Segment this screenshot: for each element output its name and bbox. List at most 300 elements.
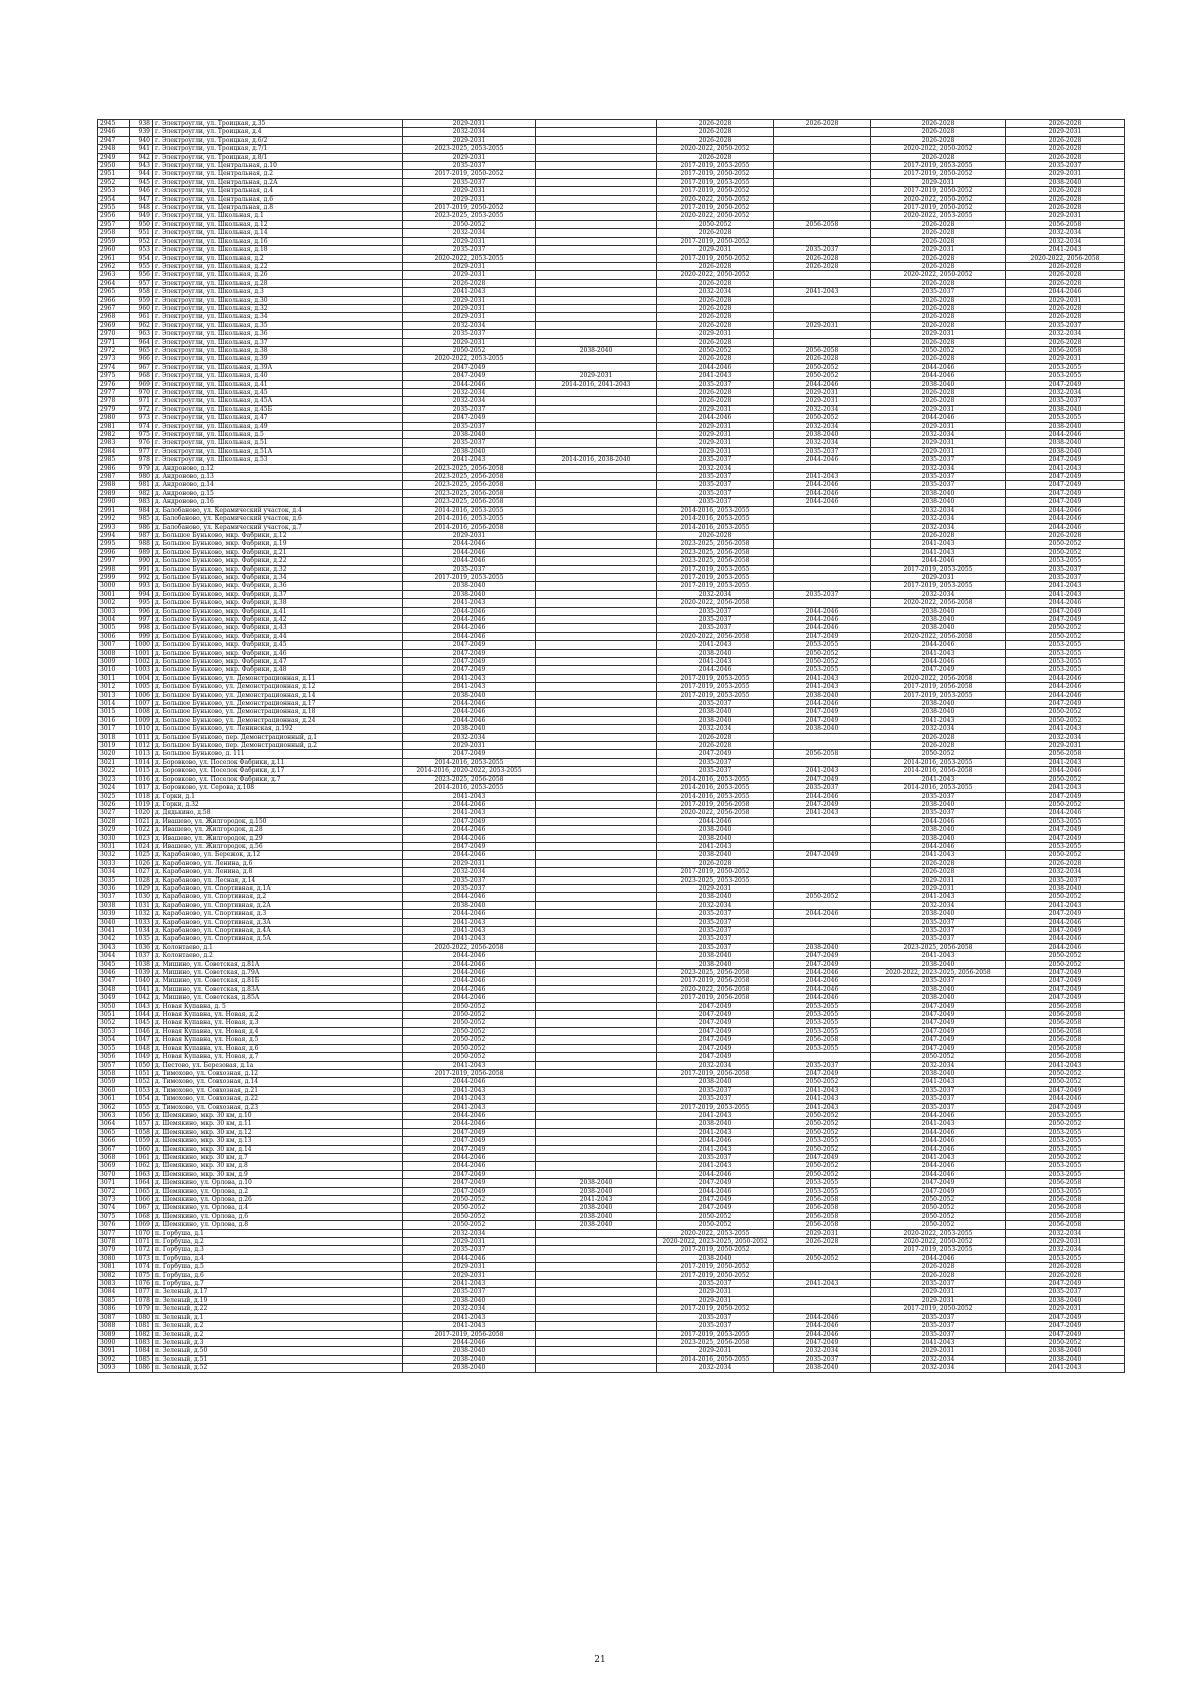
table-cell: 973: [130, 414, 153, 422]
table-cell: 2050-2052: [871, 1212, 1006, 1220]
table-cell: [774, 145, 871, 153]
table-cell: д. Ивашево, ул. Жилгородок, д.29: [153, 834, 403, 842]
table-cell: 2038-2040: [871, 615, 1006, 623]
table-cell: д. Большое Буньково, ул. Ленинская, д.192: [153, 725, 403, 733]
table-cell: 2017-2019, 2053-2055: [657, 178, 774, 186]
table-cell: 2053-2055: [1006, 1128, 1125, 1136]
table-cell: 2041-2043: [657, 842, 774, 850]
table-cell: 2053-2055: [1006, 372, 1125, 380]
table-cell: д. Большое Буньково, мкр. Фабрики, д.38: [153, 599, 403, 607]
table-cell: г. Электроугли, ул. Троицкая, д.7/1: [153, 145, 403, 153]
table-cell: 2035-2037: [657, 927, 774, 935]
table-cell: 2044-2046: [403, 548, 536, 556]
table-cell: [536, 1355, 657, 1363]
table-cell: [536, 952, 657, 960]
table-cell: 2035-2037: [657, 1280, 774, 1288]
table-cell: 1012: [130, 742, 153, 750]
table-cell: 2026-2028: [1006, 195, 1125, 203]
table-cell: 2017-2019, 2053-2055: [657, 573, 774, 581]
table-cell: 2035-2037: [1006, 1288, 1125, 1296]
table-cell: 2945: [98, 120, 130, 128]
table-cell: 997: [130, 615, 153, 623]
table-cell: д. Большое Буньково, мкр. Фабрики, д.41: [153, 607, 403, 615]
table-cell: [536, 859, 657, 867]
table-cell: 2056-2058: [1006, 1027, 1125, 1035]
table-cell: 2026-2028: [1006, 187, 1125, 195]
table-cell: 2044-2046: [774, 615, 871, 623]
table-cell: 2026-2028: [657, 355, 774, 363]
table-cell: 2044-2046: [403, 826, 536, 834]
table-cell: 2029-2031: [403, 271, 536, 279]
table-cell: [536, 195, 657, 203]
table-cell: 2038-2040: [871, 624, 1006, 632]
table-cell: 2038-2040: [871, 498, 1006, 506]
table-cell: 2038-2040: [403, 447, 536, 455]
table-cell: 2050-2052: [871, 1204, 1006, 1212]
table-cell: 2023-2025, 2053-2055: [403, 145, 536, 153]
table-cell: 2035-2037: [657, 1086, 774, 1094]
table-cell: 2029-2031: [871, 439, 1006, 447]
table-cell: 2041-2043: [403, 792, 536, 800]
table-cell: 1037: [130, 952, 153, 960]
table-cell: [536, 170, 657, 178]
table-cell: [536, 1263, 657, 1271]
table-cell: д. Большое Буньково, мкр. Фабрики, д.45: [153, 641, 403, 649]
table-cell: 3007: [98, 641, 130, 649]
table-cell: 3025: [98, 792, 130, 800]
table-cell: 2035-2037: [871, 927, 1006, 935]
table-cell: 2035-2037: [657, 1322, 774, 1330]
table-cell: 2044-2046: [403, 800, 536, 808]
table-cell: [774, 195, 871, 203]
table-cell: 2035-2037: [657, 473, 774, 481]
table-cell: 2029-2031: [657, 439, 774, 447]
table-cell: 2014-2016, 2053-2055: [657, 523, 774, 531]
table-row: [98, 666, 1125, 674]
table-cell: 2041-2043: [403, 1103, 536, 1111]
table-cell: 2041-2043: [774, 683, 871, 691]
table-cell: 2044-2046: [403, 1338, 536, 1346]
table-cell: 1068: [130, 1212, 153, 1220]
table-row: [98, 330, 1125, 338]
table-cell: [536, 1347, 657, 1355]
table-cell: [774, 204, 871, 212]
table-cell: 2050-2052: [657, 220, 774, 228]
table-cell: 2035-2037: [871, 481, 1006, 489]
table-cell: 2029-2031: [871, 422, 1006, 430]
table-cell: [536, 1095, 657, 1103]
table-row: [98, 893, 1125, 901]
table-cell: 2035-2037: [871, 1322, 1006, 1330]
table-row: [98, 1296, 1125, 1304]
table-cell: 2044-2046: [403, 1162, 536, 1170]
table-cell: [536, 237, 657, 245]
table-cell: 1042: [130, 994, 153, 1002]
table-cell: [536, 229, 657, 237]
table-cell: 2041-2043: [403, 674, 536, 682]
table-cell: г. Электроугли, ул. Центральная, д.4: [153, 187, 403, 195]
table-cell: 2026-2028: [1006, 204, 1125, 212]
table-cell: 2053-2055: [774, 1019, 871, 1027]
table-cell: 2044-2046: [657, 817, 774, 825]
table-cell: 998: [130, 624, 153, 632]
table-cell: [536, 784, 657, 792]
table-cell: 971: [130, 397, 153, 405]
table-cell: 2047-2049: [403, 1170, 536, 1178]
table-cell: 2038-2040: [1006, 405, 1125, 413]
table-cell: [536, 1053, 657, 1061]
table-cell: 2035-2037: [657, 1095, 774, 1103]
table-row: [98, 548, 1125, 556]
table-cell: 2978: [98, 397, 130, 405]
table-cell: 2964: [98, 279, 130, 287]
table-cell: 2044-2046: [1006, 918, 1125, 926]
table-cell: 2050-2052: [774, 1145, 871, 1153]
table-cell: [774, 868, 871, 876]
table-cell: 2035-2037: [403, 876, 536, 884]
table-row: [98, 1229, 1125, 1237]
table-cell: 2044-2046: [871, 1145, 1006, 1153]
table-cell: г. Электроугли, ул. Школьная, д.39: [153, 355, 403, 363]
table-cell: 2017-2019, 2053-2055: [871, 1246, 1006, 1254]
table-row: [98, 994, 1125, 1002]
table-cell: д. Большое Буньково, ул. Демонстрационная, д.12: [153, 683, 403, 691]
table-cell: 1073: [130, 1254, 153, 1262]
table-cell: 3043: [98, 943, 130, 951]
table-cell: 2038-2040: [403, 1364, 536, 1372]
table-cell: 2970: [98, 330, 130, 338]
table-cell: 2044-2046: [1006, 943, 1125, 951]
table-cell: 2041-2043: [1006, 725, 1125, 733]
table-cell: 2035-2037: [657, 489, 774, 497]
table-cell: 2041-2043: [774, 288, 871, 296]
table-cell: 2044-2046: [403, 615, 536, 623]
table-cell: д. Ивашево, ул. Жилгородок, д.150: [153, 817, 403, 825]
table-cell: 2041-2043: [871, 1338, 1006, 1346]
table-cell: 2044-2046: [1006, 506, 1125, 514]
table-cell: [536, 1271, 657, 1279]
table-cell: 3083: [98, 1280, 130, 1288]
table-cell: 985: [130, 515, 153, 523]
table-cell: 2017-2019, 2056-2058: [871, 683, 1006, 691]
table-row: [98, 977, 1125, 985]
table-cell: 1009: [130, 716, 153, 724]
table-cell: 3002: [98, 599, 130, 607]
table-cell: 2038-2040: [536, 1187, 657, 1195]
table-cell: 2032-2034: [871, 901, 1006, 909]
table-cell: 3006: [98, 632, 130, 640]
table-cell: 2044-2046: [871, 1137, 1006, 1145]
table-cell: 2029-2031: [774, 389, 871, 397]
table-cell: 2026-2028: [657, 338, 774, 346]
table-cell: 2029-2031: [871, 876, 1006, 884]
table-cell: 2026-2028: [774, 262, 871, 270]
table-row: [98, 607, 1125, 615]
table-cell: 2029-2031: [403, 153, 536, 161]
table-cell: 2026-2028: [1006, 279, 1125, 287]
table-cell: 2020-2022, 2050-2052: [657, 195, 774, 203]
table-cell: 2047-2049: [774, 716, 871, 724]
table-cell: 2023-2025, 2056-2058: [657, 969, 774, 977]
table-cell: [536, 800, 657, 808]
table-cell: 2977: [98, 389, 130, 397]
table-cell: 2035-2037: [657, 910, 774, 918]
table-cell: [536, 1153, 657, 1161]
table-cell: 2955: [98, 204, 130, 212]
table-cell: 2056-2058: [1006, 1036, 1125, 1044]
table-row: [98, 985, 1125, 993]
table-cell: 2050-2052: [871, 1196, 1006, 1204]
table-cell: 944: [130, 170, 153, 178]
table-cell: 2050-2052: [774, 1128, 871, 1136]
table-row: [98, 464, 1125, 472]
table-cell: 2035-2037: [871, 935, 1006, 943]
table-cell: 1076: [130, 1280, 153, 1288]
table-cell: д. Карабаново, ул. Спортивная, д.1А: [153, 884, 403, 892]
table-cell: 2029-2031: [403, 262, 536, 270]
table-cell: 3015: [98, 708, 130, 716]
table-cell: 2952: [98, 178, 130, 186]
table-cell: [536, 658, 657, 666]
table-cell: 2047-2049: [1006, 1103, 1125, 1111]
table-cell: [536, 153, 657, 161]
table-cell: [536, 1086, 657, 1094]
table-cell: 3082: [98, 1271, 130, 1279]
table-cell: [536, 767, 657, 775]
table-cell: д. Новая Купавна, ул. Новая, д.5: [153, 1036, 403, 1044]
table-cell: 2026-2028: [871, 389, 1006, 397]
table-cell: 2044-2046: [403, 1120, 536, 1128]
table-cell: 2038-2040: [403, 901, 536, 909]
table-cell: д. Шемякино, ул. Орлова, д.8: [153, 1221, 403, 1229]
table-cell: 1079: [130, 1305, 153, 1313]
table-row: [98, 716, 1125, 724]
table-cell: 2029-2031: [403, 1238, 536, 1246]
table-cell: 992: [130, 573, 153, 581]
table-cell: 2026-2028: [657, 313, 774, 321]
table-cell: 2017-2019, 2050-2052: [403, 204, 536, 212]
table-cell: 3001: [98, 590, 130, 598]
table-cell: 1020: [130, 809, 153, 817]
table-row: [98, 271, 1125, 279]
table-cell: 2047-2049: [403, 363, 536, 371]
table-cell: 2038-2040: [871, 489, 1006, 497]
table-row: [98, 1288, 1125, 1296]
table-cell: 964: [130, 338, 153, 346]
table-cell: 3027: [98, 809, 130, 817]
table-cell: 3060: [98, 1086, 130, 1094]
table-cell: г. Электроугли, ул. Школьная, д.40: [153, 372, 403, 380]
table-cell: 2044-2046: [871, 1254, 1006, 1262]
table-cell: 2038-2040: [774, 725, 871, 733]
table-cell: [536, 868, 657, 876]
table-cell: 3038: [98, 901, 130, 909]
table-row: [98, 649, 1125, 657]
table-cell: 2026-2028: [871, 304, 1006, 312]
table-cell: 2041-2043: [774, 473, 871, 481]
table-cell: 2038-2040: [536, 346, 657, 354]
table-cell: 2023-2025, 2056-2058: [403, 481, 536, 489]
table-cell: 2053-2055: [774, 1044, 871, 1052]
table-cell: 2056-2058: [1006, 750, 1125, 758]
table-cell: 2014-2016, 2053-2055: [657, 792, 774, 800]
table-cell: [774, 565, 871, 573]
table-cell: 2041-2043: [403, 456, 536, 464]
table-cell: 2026-2028: [871, 859, 1006, 867]
table-cell: 960: [130, 304, 153, 312]
table-cell: д. Большое Буньково, мкр. Фабрики, д.44: [153, 632, 403, 640]
table-cell: 2991: [98, 506, 130, 514]
table-cell: [536, 615, 657, 623]
table-row: [98, 195, 1125, 203]
table-cell: 2014-2016, 2053-2055: [657, 506, 774, 514]
table-row: [98, 817, 1125, 825]
table-cell: 3044: [98, 952, 130, 960]
table-cell: г. Электроугли, ул. Школьная, д.34: [153, 313, 403, 321]
table-cell: 1071: [130, 1238, 153, 1246]
table-cell: 2056-2058: [1006, 346, 1125, 354]
table-row: [98, 1196, 1125, 1204]
table-cell: 2026-2028: [871, 237, 1006, 245]
table-cell: [536, 742, 657, 750]
table-row: [98, 296, 1125, 304]
table-cell: 2041-2043: [1006, 901, 1125, 909]
table-cell: 2050-2052: [1006, 851, 1125, 859]
table-cell: [536, 1288, 657, 1296]
table-cell: 2014-2016, 2053-2055: [403, 758, 536, 766]
table-cell: 3010: [98, 666, 130, 674]
table-cell: 3021: [98, 758, 130, 766]
table-cell: 2023-2025, 2056-2058: [403, 473, 536, 481]
table-row: [98, 565, 1125, 573]
table-cell: 2053-2055: [774, 666, 871, 674]
table-cell: д. Шемякино, ул. Орлова, д.26: [153, 1196, 403, 1204]
table-cell: 3019: [98, 742, 130, 750]
table-cell: 2035-2037: [871, 473, 1006, 481]
table-cell: 946: [130, 187, 153, 195]
table-row: [98, 1355, 1125, 1363]
table-cell: 2023-2025, 2053-2055: [403, 212, 536, 220]
table-row: [98, 229, 1125, 237]
table-cell: 3070: [98, 1170, 130, 1178]
table-cell: 2032-2034: [403, 128, 536, 136]
table-cell: 2029-2031: [871, 1288, 1006, 1296]
table-row: [98, 927, 1125, 935]
table-cell: 2035-2037: [657, 624, 774, 632]
table-cell: 2050-2052: [403, 1011, 536, 1019]
table-cell: 980: [130, 473, 153, 481]
table-cell: 2035-2037: [657, 767, 774, 775]
table-cell: 1026: [130, 859, 153, 867]
table-cell: 2053-2055: [1006, 1162, 1125, 1170]
table-cell: 2053-2055: [1006, 658, 1125, 666]
table-cell: п. Зеленый, д.2: [153, 1330, 403, 1338]
table-cell: [774, 817, 871, 825]
table-cell: д. Шемякино, ул. Орлова, д.4: [153, 1204, 403, 1212]
table-cell: 2026-2028: [657, 742, 774, 750]
table-cell: 3013: [98, 691, 130, 699]
table-cell: 1056: [130, 1111, 153, 1119]
table-row: [98, 397, 1125, 405]
table-cell: 2038-2040: [774, 1364, 871, 1372]
table-cell: 2026-2028: [1006, 531, 1125, 539]
table-cell: 2044-2046: [403, 960, 536, 968]
table-cell: [536, 145, 657, 153]
table-cell: 2044-2046: [657, 666, 774, 674]
table-cell: [536, 758, 657, 766]
table-cell: 2026-2028: [657, 304, 774, 312]
table-cell: д. Большое Буньково, ул. Демонстрационная, д.11: [153, 674, 403, 682]
table-row: [98, 700, 1125, 708]
table-row: [98, 1095, 1125, 1103]
table-cell: 2959: [98, 237, 130, 245]
table-row: [98, 851, 1125, 859]
table-cell: 2050-2052: [774, 372, 871, 380]
table-cell: [536, 708, 657, 716]
table-cell: 2026-2028: [1006, 120, 1125, 128]
table-cell: 2017-2019, 2056-2058: [403, 1330, 536, 1338]
table-cell: п. Зеленый, д.3: [153, 1338, 403, 1346]
table-cell: г. Электроугли, ул. Школьная, д.45Б: [153, 405, 403, 413]
table-cell: 986: [130, 523, 153, 531]
table-cell: 1015: [130, 767, 153, 775]
table-cell: 2020-2022, 2053-2055: [871, 212, 1006, 220]
table-cell: г. Электроугли, ул. Троицкая, д.6/2: [153, 136, 403, 144]
table-cell: 2044-2046: [774, 1313, 871, 1321]
table-cell: 2035-2037: [657, 481, 774, 489]
table-cell: 3076: [98, 1221, 130, 1229]
table-cell: 2020-2022, 2053-2055: [403, 254, 536, 262]
table-cell: [536, 884, 657, 892]
table-cell: 3030: [98, 834, 130, 842]
table-cell: 2047-2049: [1006, 481, 1125, 489]
table-cell: 2047-2049: [1006, 985, 1125, 993]
table-cell: 2050-2052: [403, 1221, 536, 1229]
table-row: [98, 1044, 1125, 1052]
table-cell: 2020-2022, 2050-2052: [871, 195, 1006, 203]
table-row: [98, 935, 1125, 943]
table-cell: 2035-2037: [774, 784, 871, 792]
table-cell: 2035-2037: [1006, 876, 1125, 884]
table-cell: 3067: [98, 1145, 130, 1153]
table-cell: 942: [130, 153, 153, 161]
table-cell: 2026-2028: [657, 279, 774, 287]
table-cell: 2044-2046: [403, 994, 536, 1002]
table-cell: 2044-2046: [1006, 674, 1125, 682]
table-cell: 2987: [98, 473, 130, 481]
table-cell: 3004: [98, 615, 130, 623]
table-cell: 1003: [130, 666, 153, 674]
table-cell: 2029-2031: [1006, 212, 1125, 220]
table-cell: 2020-2022, 2056-2058: [657, 809, 774, 817]
table-cell: 2017-2019, 2050-2052: [871, 170, 1006, 178]
table-cell: 2047-2049: [403, 414, 536, 422]
table-cell: [774, 918, 871, 926]
table-cell: 2946: [98, 128, 130, 136]
table-cell: [536, 649, 657, 657]
table-cell: 1027: [130, 868, 153, 876]
table-cell: 2017-2019, 2053-2055: [657, 674, 774, 682]
table-cell: д. Большое Буньково, мкр. Фабрики, д.36: [153, 582, 403, 590]
table-cell: 2053-2055: [1006, 641, 1125, 649]
table-cell: 2050-2052: [774, 363, 871, 371]
table-cell: 2029-2031: [403, 304, 536, 312]
table-cell: д. Новая Купавна, ул. Новая, д.2: [153, 1011, 403, 1019]
table-cell: 2044-2046: [403, 1078, 536, 1086]
table-cell: [536, 431, 657, 439]
table-cell: 2017-2019, 2056-2058: [657, 1069, 774, 1077]
table-cell: 2038-2040: [403, 590, 536, 598]
